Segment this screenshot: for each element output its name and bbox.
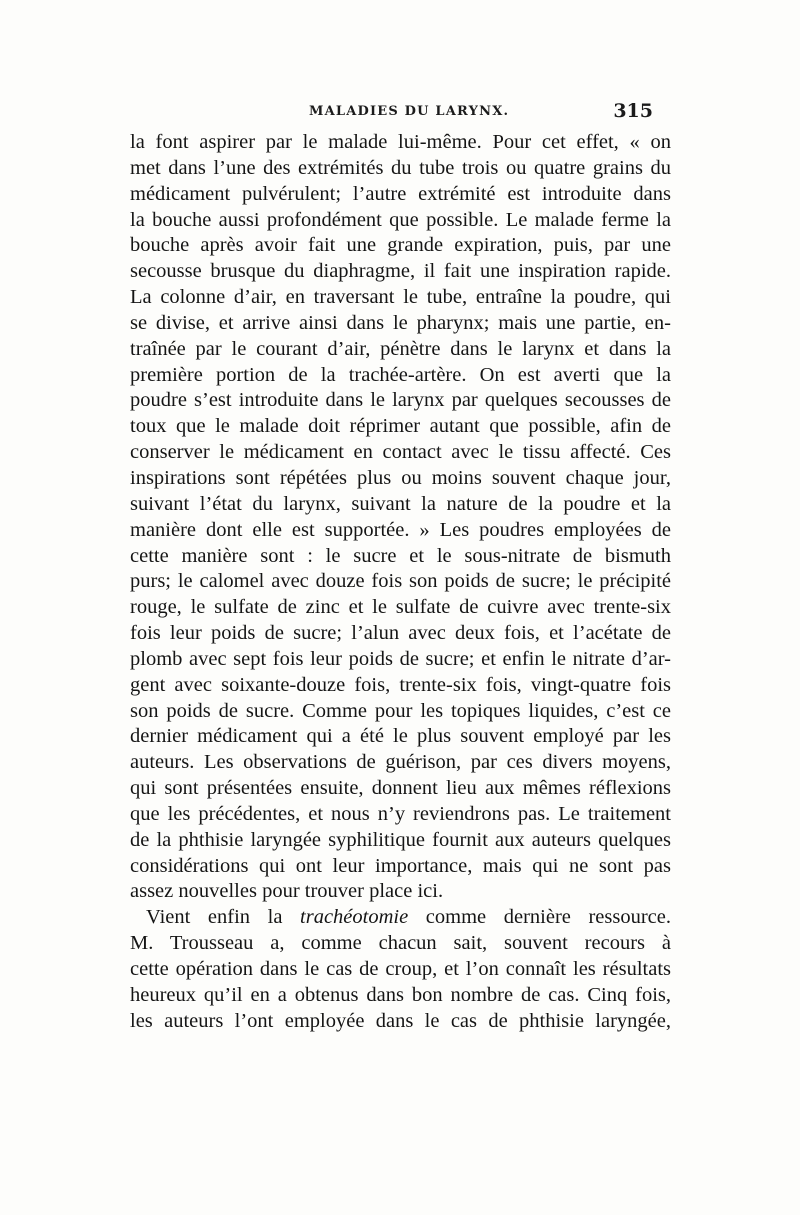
text-line: gent avec soixante-douze fois, trente-six fois, vingt-quatre fois (130, 673, 671, 696)
text-line: La colonne d’air, en traversant le tube, entraîne la poudre, qui (130, 286, 671, 309)
text-line: met dans l’une des extrémités du tube trois ou quatre grains du (130, 156, 671, 179)
text-line: plomb avec sept fois leur poids de sucre; et enfin le nitrate d’ar- (130, 647, 671, 670)
text-line: inspirations sont répétées plus ou moins souvent chaque jour, (130, 466, 671, 489)
text-line: M. Trousseau a, comme chacun sait, souvent recours à (130, 932, 671, 955)
running-title: MALADIES DU LARYNX. (309, 104, 510, 119)
text-line: son poids de sucre. Comme pour les topiques liquides, c’est ce (130, 699, 671, 722)
text-line: la bouche aussi profondément que possible. Le malade ferme la (130, 208, 671, 231)
text-line: manière dont elle est supportée. » Les poudres employées de (130, 518, 671, 541)
text-line: traînée par le courant d’air, pénètre dans le larynx et dans la (130, 337, 671, 360)
text-line: suivant l’état du larynx, suivant la nature de la poudre et la (130, 492, 671, 515)
text-line: purs; le calomel avec douze fois son poids de sucre; le précipité (130, 570, 671, 593)
text-line: rouge, le sulfate de zinc et le sulfate de cuivre avec trente-six (130, 596, 671, 619)
text-line: première portion de la trachée-artère. On est averti que la (130, 363, 671, 386)
text-line: de la phthisie laryngée syphilitique fournit aux auteurs quelques (130, 828, 671, 851)
text-line: auteurs. Les observations de guérison, par ces divers moyens, (130, 751, 671, 774)
text-line: la font aspirer par le malade lui-même. Pour cet effet, « on (130, 131, 671, 153)
text-line: heureux qu’il en a obtenus dans bon nombre de cas. Cinq fois, (130, 983, 671, 1006)
text-line: que les précédentes, et nous n’y reviendrons pas. Le traitement (130, 802, 671, 825)
text-line: dernier médicament qui a été le plus souvent employé par les (130, 725, 671, 748)
text-line: poudre s’est introduite dans le larynx par quelques secousses de (130, 389, 671, 412)
text-line: se divise, et arrive ainsi dans le pharynx; mais une partie, en- (130, 311, 671, 334)
text-run: comme dernière ressource. (408, 906, 672, 929)
italic-term: trachéotomie (300, 906, 409, 929)
text-line: considérations qui ont leur importance, mais qui ne sont pas (130, 854, 671, 877)
text-line: conserver le médicament en contact avec le tissu affecté. Ces (130, 441, 671, 464)
text-line: médicament pulvérulent; l’autre extrémité est introduite dans (130, 182, 671, 205)
text-line: qui sont présentées ensuite, donnent lieu aux mêmes réflexions (130, 777, 671, 800)
text-line: toux que le malade doit réprimer autant que possible, afin de (130, 415, 671, 438)
text-line: bouche après avoir fait une grande expiration, puis, par une (130, 234, 671, 257)
running-head (133, 100, 653, 124)
body-text (130, 130, 671, 1035)
text-line: cette manière sont : le sucre et le sous-nitrate de bismuth (130, 544, 671, 567)
text-line: assez nouvelles pour trouver place ici. (130, 880, 444, 903)
page-number: 315 (613, 100, 653, 122)
text-line: secousse brusque du diaphragme, il fait une inspiration rapide. (130, 260, 671, 283)
text-line: cette opération dans le cas de croup, et l’on connaît les résultats (130, 958, 671, 980)
text-line: fois leur poids de sucre; l’alun avec deux fois, et l’acétate de (130, 622, 671, 645)
text-line: les auteurs l’ont employée dans le cas de phthisie laryngée, (130, 1009, 671, 1032)
paragraph-start-line (130, 905, 671, 931)
text-run: Vient enfin la (146, 906, 301, 929)
